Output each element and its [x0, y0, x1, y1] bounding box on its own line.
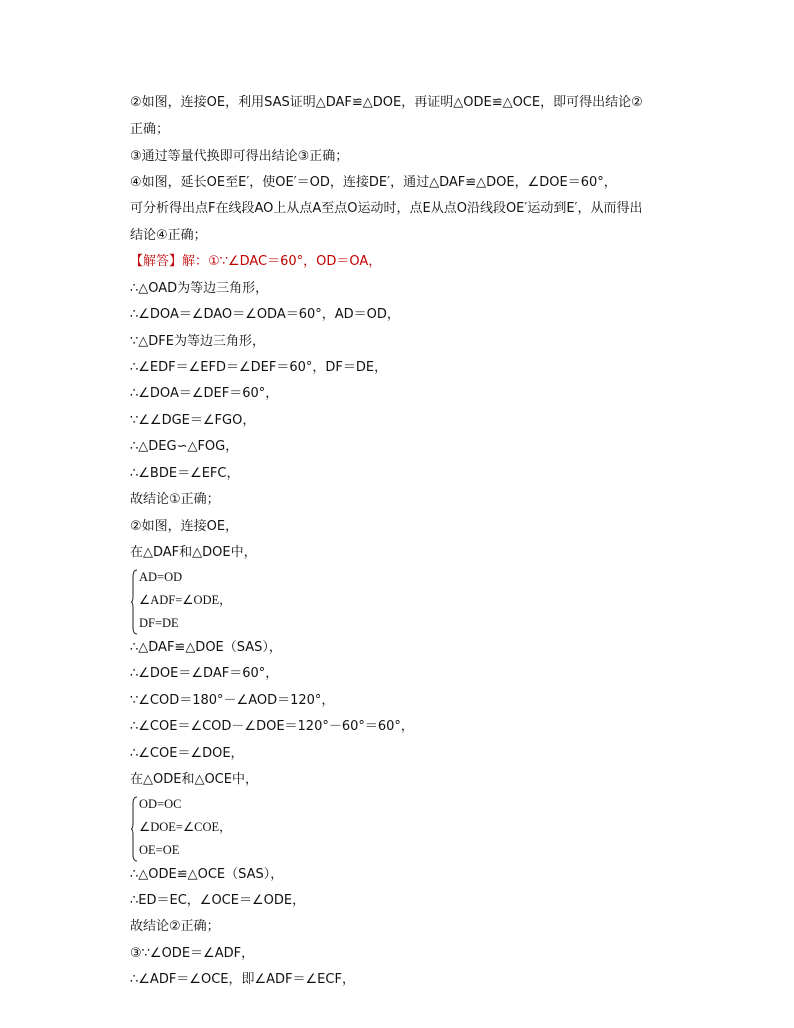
system2-row-2: ∠DOE=∠COE， — [139, 820, 232, 834]
solution-line-15: ∵∠COD＝180°－∠AOD＝120°， — [130, 693, 335, 708]
solution-line-1 — [130, 253, 381, 271]
solution-header: 【解答】解： — [130, 254, 209, 269]
solution-line-9: ∴∠BDE＝∠EFC， — [130, 466, 240, 481]
solution-line-21: 故结论②正确； — [130, 919, 220, 934]
equation-system-1 — [131, 569, 251, 639]
solution-line-18: 在△ODE和△OCE中， — [130, 772, 258, 787]
solution-line-22: ③∵∠ODE＝∠ADF， — [130, 946, 255, 961]
solution-line-12: 在△DAF和△DOE中， — [130, 545, 257, 560]
solution-line-8: ∴△DEG∽△FOG， — [130, 439, 239, 454]
system1-row-1: AD=OD — [139, 570, 183, 584]
analysis-item3: ③通过等量代换即可得出结论③正确； — [130, 149, 349, 164]
analysis-item4-line3: 结论④正确； — [130, 228, 207, 243]
system2-row-1: OD=OC — [139, 797, 182, 811]
left-brace — [131, 569, 138, 635]
analysis-item4-line1: ④如图，延长OE至E′，使OE′＝OD，连接DE′，通过△DAF≌△DOE，∠DOE＝60°， — [130, 175, 617, 190]
system1-row-3: DF=DE — [139, 616, 179, 630]
solution-line-17: ∴∠COE＝∠DOE， — [130, 746, 244, 761]
solution-line-20: ∴ED＝EC，∠OCE＝∠ODE， — [130, 893, 306, 908]
solution-line-7: ∵∠∠DGE＝∠FGO， — [130, 413, 256, 428]
solution-line-6: ∴∠DOA＝∠DEF＝60°， — [130, 386, 279, 401]
analysis-item4-line2: 可分析得出点F在线段AO上从点A至点O运动时，点E从点O沿线段OE′运动到E′，从而得出 — [130, 201, 643, 216]
solution-line-4: ∵△DFE为等边三角形， — [130, 334, 265, 349]
left-brace — [131, 796, 138, 862]
system2-row-3: OE=OE — [139, 843, 180, 857]
solution-line-19: ∴△ODE≌△OCE（SAS）， — [130, 867, 284, 882]
solution-step-1: ①∵∠DAC＝60°，OD＝OA， — [208, 254, 382, 269]
solution-line-23: ∴∠ADF＝∠OCE，即∠ADF＝∠ECF， — [130, 972, 355, 987]
solution-line-2: ∴△OAD为等边三角形， — [130, 281, 269, 296]
solution-line-10: 故结论①正确； — [130, 492, 220, 507]
solution-line-13: ∴△DAF≌△DOE（SAS）， — [130, 640, 282, 655]
solution-line-14: ∴∠DOE＝∠DAF＝60°， — [130, 666, 279, 681]
equation-system-2 — [131, 796, 251, 866]
solution-line-3: ∴∠DOA＝∠DAO＝∠ODA＝60°，AD＝OD， — [130, 307, 400, 322]
solution-line-11: ②如图，连接OE， — [130, 519, 239, 534]
analysis-item2-line2: 正确； — [130, 122, 170, 137]
solution-line-16: ∴∠COE＝∠COD－∠DOE＝120°－60°＝60°， — [130, 719, 414, 734]
analysis-item2-line1: ②如图，连接OE，利用SAS证明△DAF≌△DOE，再证明△ODE≌△OCE，即可得出结论② — [130, 95, 643, 110]
solution-line-5: ∴∠EDF＝∠EFD＝∠DEF＝60°，DF＝DE， — [130, 360, 388, 375]
system1-row-2: ∠ADF=∠ODE， — [139, 593, 232, 607]
